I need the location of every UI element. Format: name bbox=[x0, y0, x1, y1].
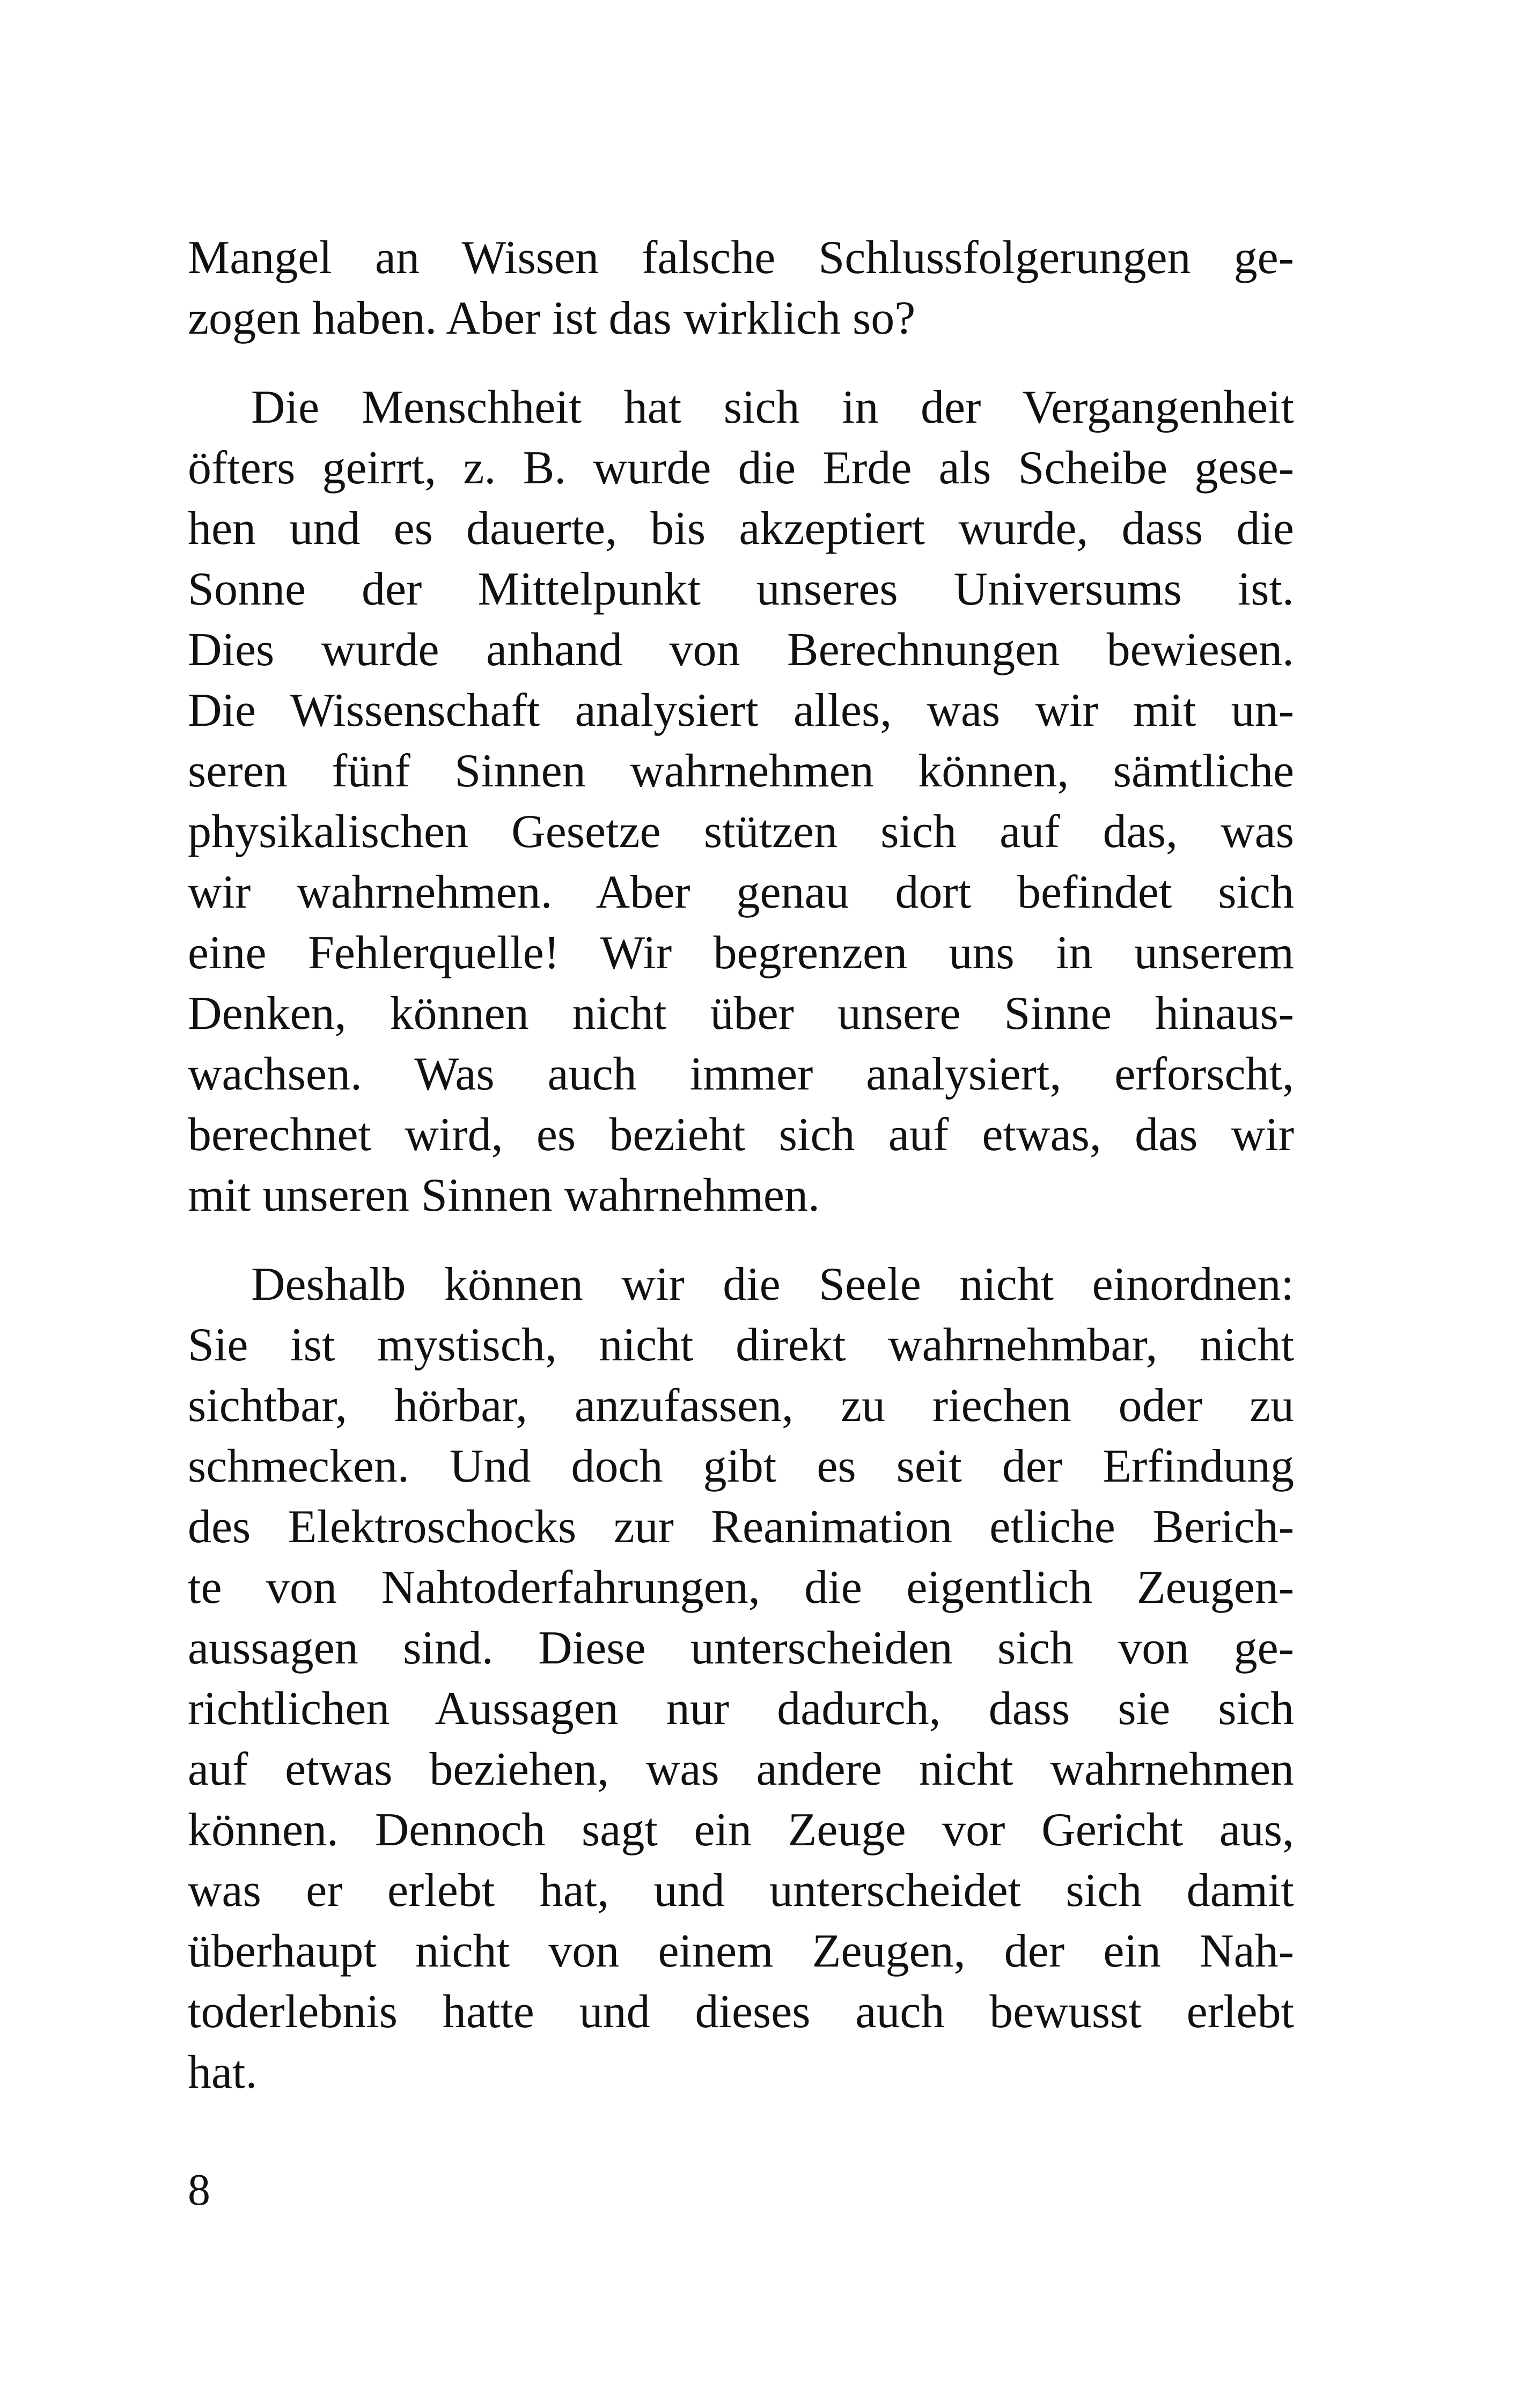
text-line: te von Nahtoderfahrungen, die eigentlich Zeugen- bbox=[188, 1562, 1294, 1614]
text-line: mit unseren Sinnen wahrnehmen. bbox=[188, 1169, 820, 1221]
text-line: wir wahrnehmen. Aber genau dort befindet sich bbox=[188, 866, 1294, 918]
text-line: sichtbar, hörbar, anzufassen, zu riechen oder zu bbox=[188, 1380, 1294, 1432]
text-line: Denken, können nicht über unsere Sinne hinaus- bbox=[188, 988, 1294, 1040]
text-line: richtlichen Aussagen nur dadurch, dass sie sich bbox=[188, 1683, 1294, 1735]
text-line: physikalischen Gesetze stützen sich auf das, was bbox=[188, 806, 1294, 858]
text-line: wachsen. Was auch immer analysiert, erforscht, bbox=[188, 1048, 1294, 1100]
text-line: öfters geirrt, z. B. wurde die Erde als Scheibe gese- bbox=[188, 442, 1294, 494]
text-line: zogen haben. Aber ist das wirklich so? bbox=[188, 292, 916, 344]
text-line: Sonne der Mittelpunkt unseres Universums ist. bbox=[188, 563, 1294, 615]
text-line: Mangel an Wissen falsche Schlussfolgerungen ge- bbox=[188, 232, 1294, 284]
text-line: Die Wissenschaft analysiert alles, was wir mit un- bbox=[188, 684, 1294, 737]
text-line: auf etwas beziehen, was andere nicht wahrnehmen bbox=[188, 1743, 1294, 1795]
text-line: was er erlebt hat, und unterscheidet sich damit bbox=[188, 1865, 1294, 1917]
text-line: seren fünf Sinnen wahrnehmen können, sämtliche bbox=[188, 745, 1294, 797]
text-line: Sie ist mystisch, nicht direkt wahrnehmbar, nicht bbox=[188, 1319, 1294, 1371]
text-line: Die Menschheit hat sich in der Vergangenheit bbox=[251, 381, 1294, 433]
page-number: 8 bbox=[188, 2165, 210, 2215]
text-line: schmecken. Und doch gibt es seit der Erfindung bbox=[188, 1440, 1294, 1492]
text-line: hen und es dauerte, bis akzeptiert wurde, dass die bbox=[188, 503, 1294, 555]
text-line: berechnet wird, es bezieht sich auf etwas, das wir bbox=[188, 1109, 1294, 1161]
text-line: Dies wurde anhand von Berechnungen bewiesen. bbox=[188, 624, 1294, 676]
text-line: überhaupt nicht von einem Zeugen, der ein Nah- bbox=[188, 1925, 1294, 1977]
text-line: können. Dennoch sagt ein Zeuge vor Gericht aus, bbox=[188, 1804, 1294, 1856]
text-line: Deshalb können wir die Seele nicht einordnen: bbox=[251, 1258, 1294, 1310]
text-line: des Elektroschocks zur Reanimation etliche Berich- bbox=[188, 1501, 1294, 1553]
text-line: toderlebnis hatte und dieses auch bewusst erlebt bbox=[188, 1986, 1294, 2038]
body-text bbox=[188, 227, 1294, 2103]
text-line: eine Fehlerquelle! Wir begrenzen uns in unserem bbox=[188, 927, 1294, 979]
text-line: hat. bbox=[188, 2046, 258, 2098]
text-line: aussagen sind. Diese unterscheiden sich von ge- bbox=[188, 1622, 1294, 1674]
